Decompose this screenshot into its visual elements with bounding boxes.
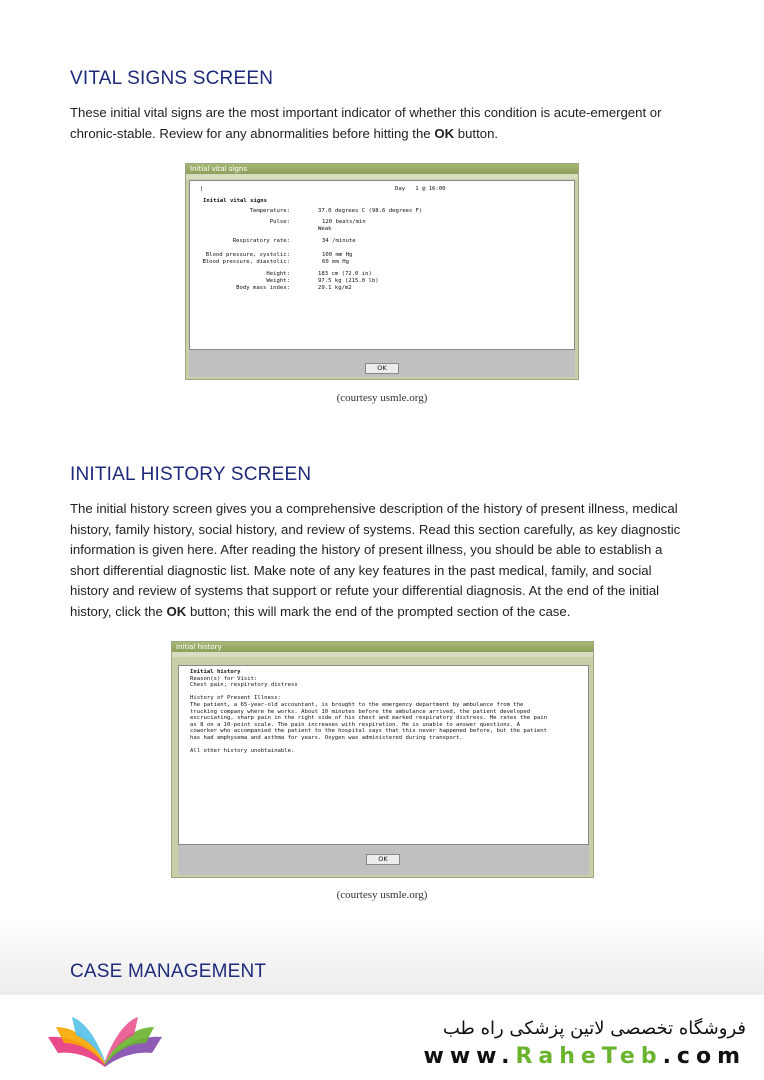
text-cursor: |	[200, 186, 204, 192]
open-book-logo-icon	[42, 1013, 168, 1071]
vitals-section-title: Initial vital signs	[203, 198, 267, 204]
history-line: coworker who accompanied the patient to the hospital says that this never happened before, but the patient	[190, 728, 547, 735]
vital-value: 29.1 kg/m2	[318, 285, 352, 291]
initial-history-heading: INITIAL HISTORY SCREEN	[70, 464, 312, 485]
vital-signs-text-2: button.	[454, 125, 499, 141]
initial-history-window	[171, 641, 594, 878]
vital-signs-text-1: These initial vital signs are the most important indicator of whether this condition is acute-emergent or chronic-stable. Review for any abnormalities before hitting the	[70, 105, 662, 141]
case-management-heading: CASE MANAGEMENT	[70, 961, 267, 982]
vital-label: Respiratory rate:	[232, 238, 290, 244]
vital-label: Body mass index:	[236, 285, 290, 291]
ok-button[interactable]: OK	[365, 363, 399, 374]
history-section-title: Initial history	[190, 669, 241, 675]
footer-fade	[0, 915, 764, 995]
ok-button[interactable]: OK	[366, 854, 400, 865]
history-line	[190, 689, 588, 696]
vital-label: Pulse:	[269, 219, 290, 225]
vital-value: 97.5 kg (215.0 lb)	[318, 278, 379, 284]
initial-history-caption: (courtesy usmle.org)	[336, 889, 428, 901]
initial-history-window-title: Initial history	[172, 642, 593, 652]
history-line: Chest pain; respiratory distress	[190, 682, 298, 689]
vital-label: Temperature:	[249, 208, 290, 214]
vital-value: 183 cm (72.0 in)	[318, 271, 372, 277]
history-line: The patient, a 65-year-old accountant, is brought to the emergency department by ambulance from the	[190, 701, 524, 708]
store-name-persian: فروشگاه تخصصی لاتین پزشکی راه طب	[442, 1018, 746, 1039]
website-url[interactable]	[424, 1044, 747, 1069]
footer-banner	[0, 995, 764, 1080]
initial-history-content	[178, 665, 589, 845]
vital-signs-caption: (courtesy usmle.org)	[336, 392, 428, 404]
vital-value: Weak	[318, 226, 332, 232]
vital-value: 120 beats/min	[322, 219, 366, 225]
vital-value: 100 mm Hg	[322, 252, 353, 258]
history-lines	[190, 669, 588, 755]
vital-label: Height:	[266, 271, 290, 277]
initial-history-text-1: The initial history screen gives you a comprehensive description of the history of present illness, medical history, family history, social history, and review of systems. Read this section carefully, as key diagnostic information is given here. After reading the history of present illness, you should be able to establish a short differential diagnostic list. Make note of any key features in the past medical, family, and social history and review of systems that support or refute your differential diagnosis. At the end of the initial history, click the	[70, 501, 681, 619]
vital-value: 37.0 degrees C (98.6 degrees F)	[318, 208, 423, 214]
vital-signs-content	[189, 180, 575, 350]
vital-value: 34 /minute	[322, 238, 356, 244]
url-prefix: www.	[423, 1044, 516, 1069]
day-time-label: Day 1 @ 16:00	[395, 186, 446, 192]
initial-history-button-bar	[178, 845, 589, 875]
initial-history-text-2: button; this will mark the end of the prompted section of the case.	[186, 603, 571, 619]
history-line: excruciating, sharp pain in the right side of his chest and marked respiratory distress. He rates the pain	[190, 715, 547, 722]
vital-signs-description	[70, 103, 690, 144]
history-line: trucking company where he works. About 10 minutes before the ambulance arrived, the patient developed	[190, 708, 531, 715]
vital-label: Blood pressure, diastolic:	[202, 259, 290, 265]
history-line: History of Present Illness:	[190, 695, 281, 702]
history-line: as 8 on a 10-point scale. The pain increases with respiration. He is unable to answer questions. A	[190, 721, 521, 728]
history-line: Reason(s) for Visit:	[190, 675, 258, 682]
window-strip	[186, 174, 578, 179]
url-brand: RaheTeb	[515, 1044, 663, 1069]
history-line: has had emphysema and asthma for years. Oxygen was administered during transport.	[190, 734, 463, 741]
ok-emphasis: OK	[434, 125, 455, 141]
window-strip	[172, 652, 593, 657]
vital-signs-heading: VITAL SIGNS SCREEN	[70, 68, 274, 89]
vital-signs-button-bar	[189, 350, 575, 377]
history-line	[190, 742, 588, 749]
url-suffix: .com	[662, 1044, 746, 1069]
vital-signs-window	[185, 163, 579, 380]
vital-label: Weight:	[266, 278, 290, 284]
initial-history-description	[70, 499, 690, 622]
vital-label: Blood pressure, systolic:	[205, 252, 290, 258]
ok-emphasis: OK	[166, 603, 187, 619]
history-line: All other history unobtainable.	[190, 748, 295, 755]
vital-signs-window-title: Initial vital signs	[186, 164, 578, 174]
vital-value: 60 mm Hg	[322, 259, 349, 265]
